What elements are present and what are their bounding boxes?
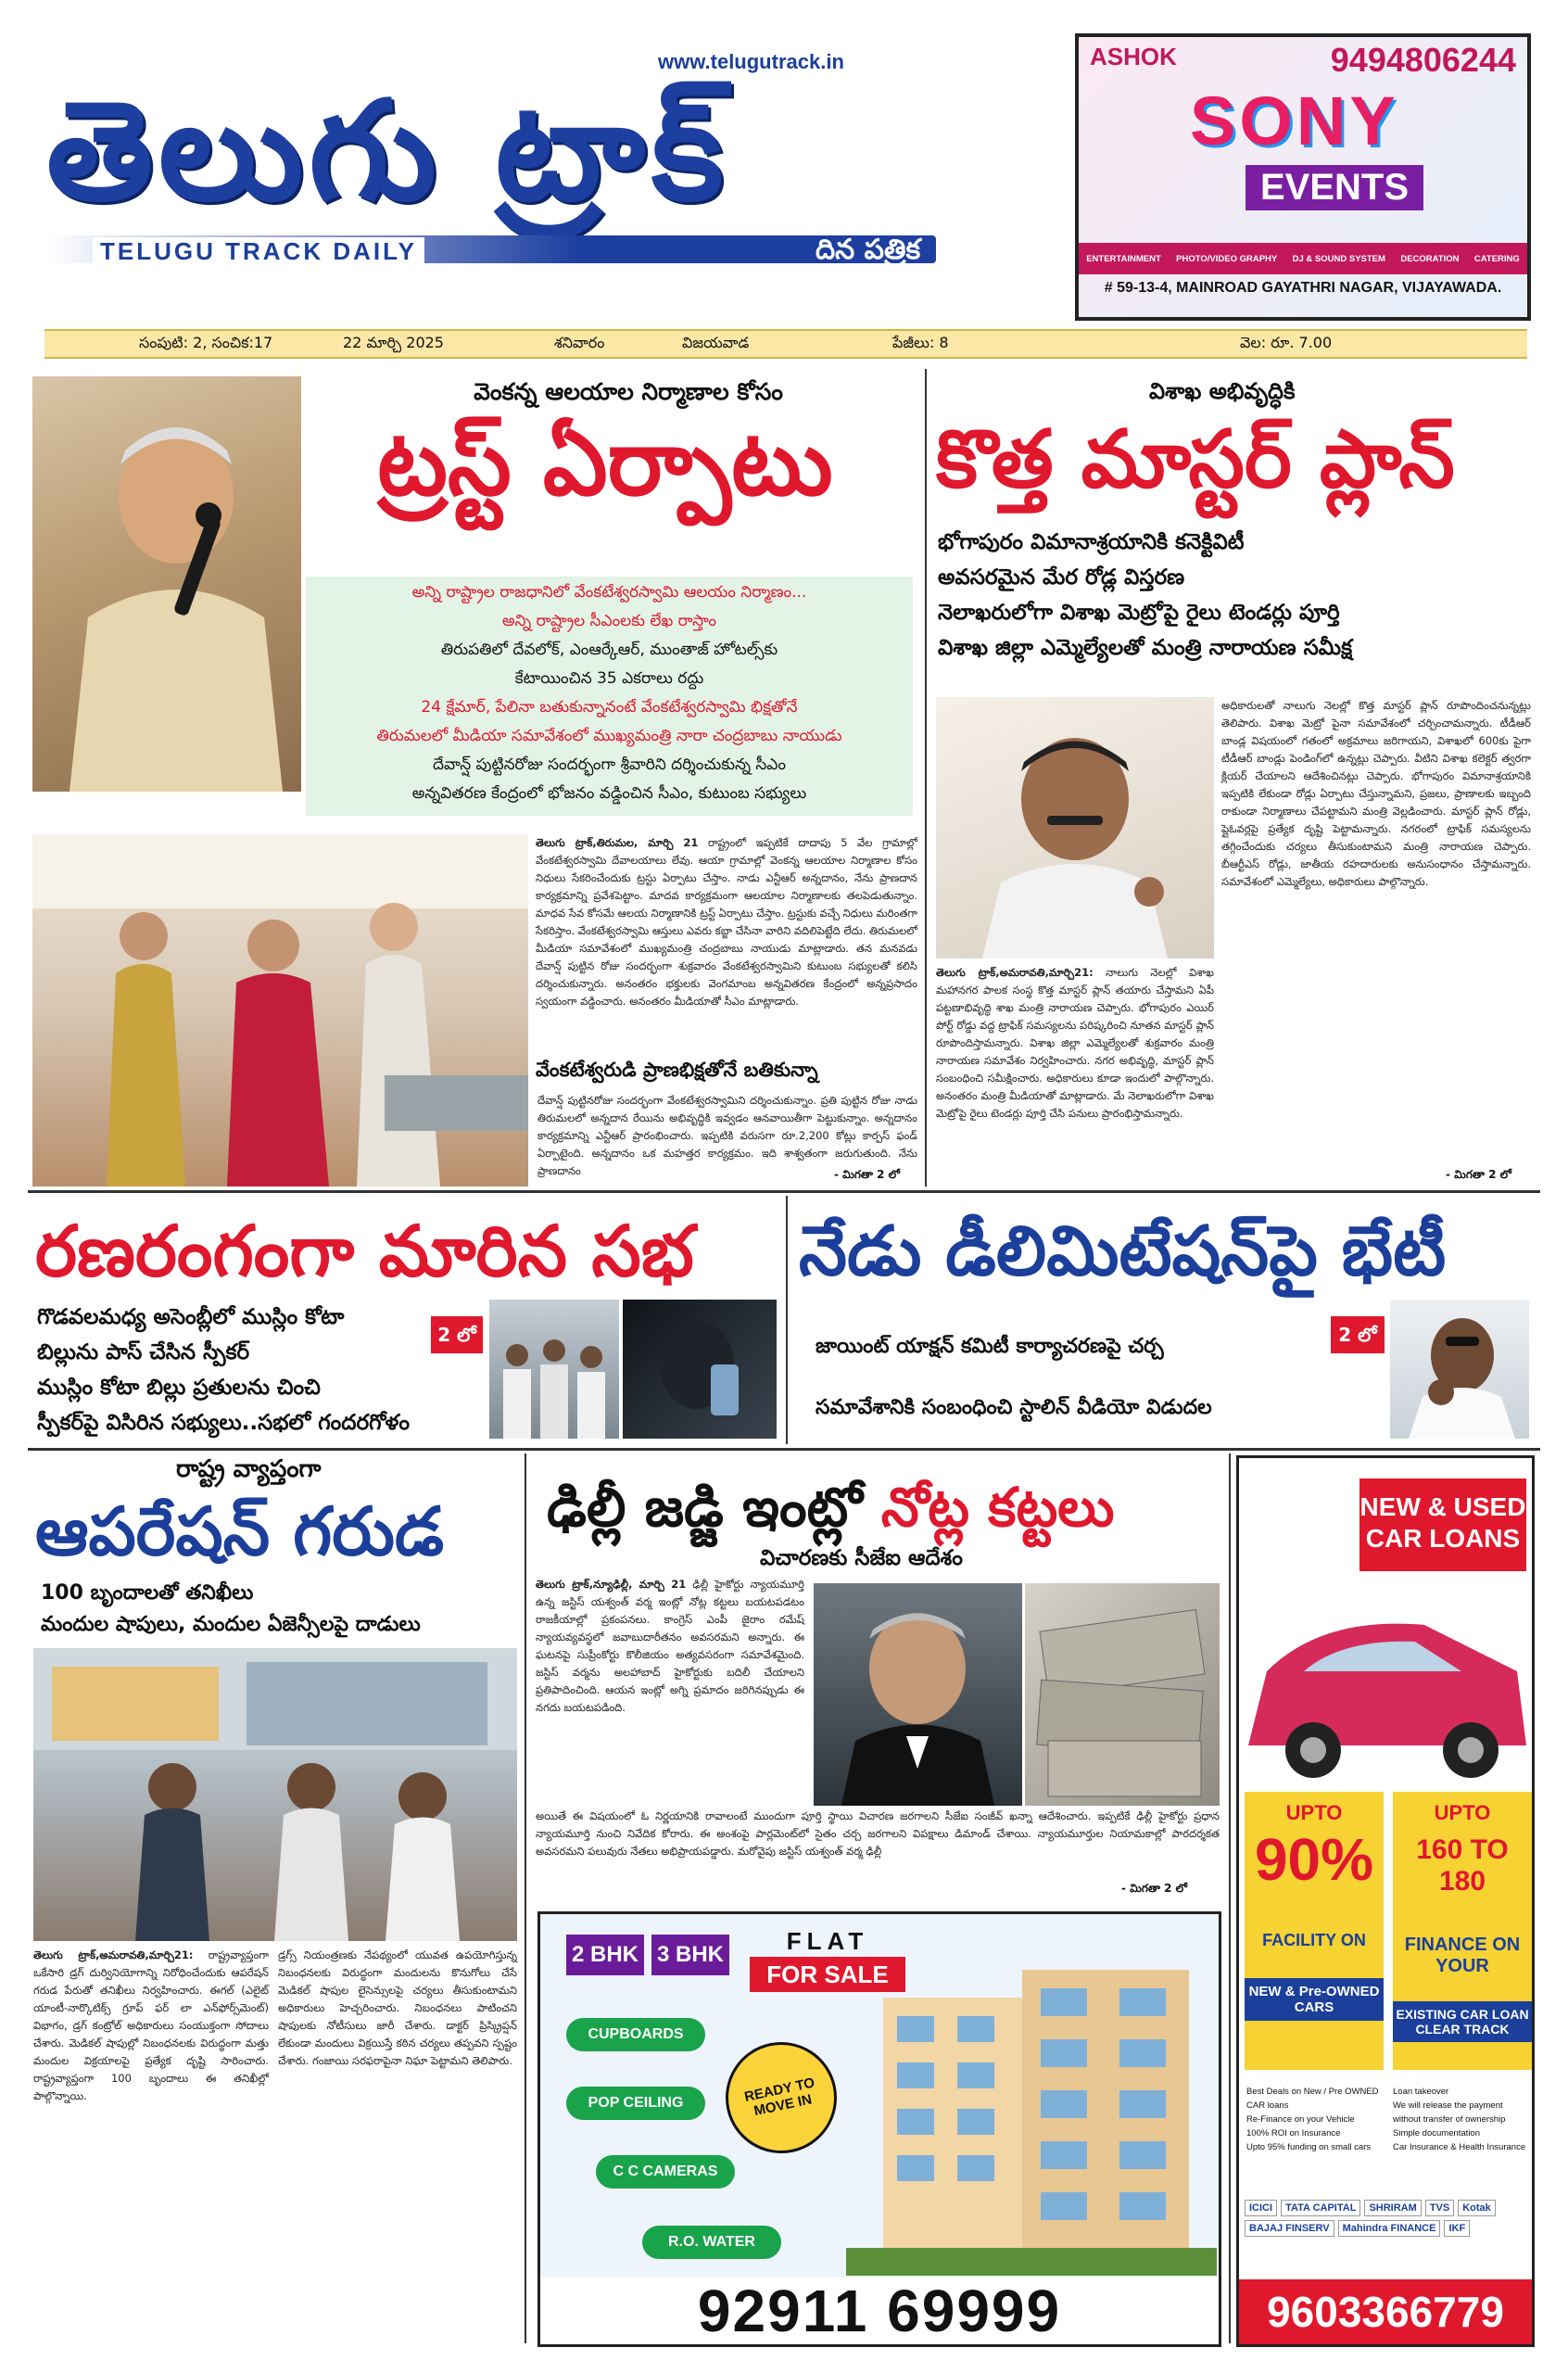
ad-owner: ASHOK bbox=[1090, 43, 1177, 70]
highlight-line: నెలాఖరులోగా విశాఖ మెట్రోపై రైలు టెండర్లు పూర్తి bbox=[938, 601, 1340, 625]
story5-headline: ఆపరేషన్ గరుడ bbox=[35, 1492, 445, 1570]
story6-body2-text: అయితే ఈ విషయంలో ఓ నిర్ణయానికి రావాలంటే ముందుగా పూర్తి స్థాయి విచారణ జరగాలని సీజేఐ సంజీవ్ ఖన్నా ఆదేశించారు. ఇప్పటికే ఢిల్లీ హైకోర్టు ప్రధాన న్యాయమూర్తి నుంచి నివేదిక కోరారు. ఈ అంశంపై పార్లమెంట్‌లో సైతం చర్చ జరగాలని విపక్షాలు డిమాండ్ చేశాయి. న్యాయమూర్తుల నియామకాల్లో పారదర్శకత అవసరమని పలువురు నేతలు అభిప్రాయపడ్డారు. మరోవైపు జస్టిస్ యశ్వంత్ వర్మ ఢిల్లీ bbox=[536, 1809, 1220, 1858]
story4-highlights bbox=[816, 1316, 1334, 1439]
highlight-line: ముస్లిం కోటా బిల్లు ప్రతులను చించి bbox=[37, 1376, 321, 1400]
masthead bbox=[46, 44, 1066, 276]
lender-logo: TATA CAPITAL bbox=[1281, 2200, 1360, 2216]
masthead-title: తెలుగు ట్రాక్ bbox=[46, 71, 729, 231]
story2-kicker: విశాఖ అభివృద్ధికి bbox=[1149, 378, 1296, 404]
story2-body-text: నాలుగు నెలల్లో విశాఖ మహానగర పాలక సంస్థ కొత్త మాస్టర్ ప్లాన్ తయారు చేస్తామని ఏపీ పట్టణాభివృద్ధి శాఖ మంత్రి నారాయణ చెప్పారు. భోగాపురం ఎయిర్ పోర్ట్ రోడ్డు వద్ద ట్రాఫిక్ సమస్యలను పరిష్కరించి నూతన మాస్టర్ ప్లాన్ రూపొందిస్తామన్నారు. విశాఖ జిల్లా ఎమ్మెల్యేలతో శుక్రవారం మంత్రి నారాయణ సమావేశం నిర్వహించారు. నగర అభివృద్ధి, మాస్టర్ ప్లాన్ సంబంధించి సమీక్షించారు. అధికారులు కూడా ఇందులో పాల్గొన్నారు. అనంతరం మంత్రి మీడియాతో మాట్లాడారు. మే నెలాఖరులోగా విశాఖ మెట్రోపై రైలు టెండర్లు పూర్తి చేసి పనులు ప్రారంభిస్తామన్నారు. bbox=[936, 966, 1214, 1120]
highlight-line: విశాఖ జిల్లా ఎమ్మెల్యేలతో మంత్రి నారాయణ సమీక్ష bbox=[938, 636, 1353, 660]
story4-page-ref[interactable]: 2 లో bbox=[1331, 1316, 1385, 1353]
story6-body2 bbox=[536, 1808, 1220, 1897]
highlight-line: సమావేశానికి సంబంధించి స్టాలిన్ వీడియో విడుదల bbox=[816, 1396, 1212, 1419]
highlight-line: భోగాపురం విమానాశ్రయానికి కనెక్టివిటీ bbox=[938, 530, 1245, 554]
feature-pill: R.O. WATER bbox=[642, 2226, 781, 2259]
car-loan-phone: 9603366779 bbox=[1239, 2279, 1532, 2344]
left-cars: NEW & Pre-OWNED CARS bbox=[1245, 1978, 1384, 2021]
story5-body bbox=[33, 1947, 269, 2336]
highlight-line: మందుల షాపులు, మందుల ఏజెన్సీలపై దాడులు bbox=[41, 1613, 421, 1636]
bullet-item: Upto 95% funding on small cars bbox=[1246, 2142, 1372, 2152]
story2-body-right-text: అధికారులతో నాలుగు నెలల్లో కొత్త మాస్టర్ ప్లాన్ రూపొందించనున్నట్లు తెలిపారు. విశాఖ మెట్రో పైనా సమావేశంలో చర్చించామన్నారు. టీడీఆర్ బాండ్ల విషయంలో గతంలో అక్రమాలు జరిగాయని, విశాఖలో 600కు పైగా టీడీఆర్ బాండ్లు పెండింగ్‌లో ఉన్నట్లు చెప్పారు. వీటిని విశాఖ కలెక్టర్ త్వరగా క్లియర్ చేయాలని ఆదేశించినట్లు చెప్పారు. భోగాపురం విమానాశ్రయానికి ఇప్పటికి లేకుండా రోడ్లు ఏర్పాటు చేస్తున్నామని, ప్రజలు, ప్రాణాలకు ఇబ్బంది రాకుండా నిర్మాణాలు చేపట్టామని మంత్రి వెల్లడించారు. మాస్టర్ ప్లాన్ రోడ్లు, ప్లైఓవర్లపై ప్రత్యేక దృష్టి పెట్టామన్నారు. నగరంలో ట్రాఫిక్ సమస్యలను తగ్గించేందుకు చర్యలు తీసుకుంటామని మంత్రి నారాయణ చెప్పారు. బీఆర్టీఎస్ రోడ్లు, జాతీయ రహదారులకు అనుసంధానం చేస్తామన్నారు. సమావేశంలో ఎమ్మెల్యేలు, అధికారులు పాల్గొన్నారు. bbox=[1221, 699, 1531, 888]
lender-logo: IKF bbox=[1444, 2220, 1470, 2237]
ad-services bbox=[1079, 243, 1527, 274]
car-loan-title: NEW & USED CAR LOANS bbox=[1359, 1478, 1526, 1571]
masthead-subtitle: TELUGU TRACK DAILY bbox=[93, 237, 424, 266]
ad-brand-sub: EVENTS bbox=[1246, 165, 1423, 210]
highlight-line: 24 క్షేమార్, పేలినా బతుకున్నానంటే వేంకటేశ్వరస్వామి భిక్షతోనే bbox=[421, 698, 798, 717]
story1-headline: ట్రస్ట్ ఏర్పాటు bbox=[377, 411, 833, 516]
assembly-crowd-icon bbox=[489, 1300, 619, 1439]
car-icon bbox=[1239, 1560, 1532, 1783]
highlight-line: తిరుమలలో మీడియా సమావేశంలో ముఖ్యమంత్రి నారా చంద్రబాబు నాయుడు bbox=[376, 727, 842, 745]
column-divider bbox=[786, 1196, 788, 1444]
left-upto: UPTO bbox=[1285, 1801, 1343, 1824]
issue-city: విజయవాడ bbox=[682, 333, 750, 351]
story5-body-text: రాష్ట్రవ్యాప్తంగా ఒకేసారి డ్రగ్ దుర్వినియోగాన్ని నిరోధించేందుకు ఆపరేషన్ గరుడ పేరుతో తనిఖీలు నిర్వహించారు. ఈగల్ (ఎలైట్ యాంటీ-నార్కొటిక్స్ గ్రూప్ ఫర్ లా ఎన్‌ఫోర్స్‌మెంట్) విభాగం, డ్రగ్ కంట్రోల్ అధికారులు సంయుక్తంగా సోదాలు చేశారు. మెడికల్ షాపుల్లో నిబంధనలకు విరుద్ధంగా మత్తు మందుల విక్రయాలపై ప్రత్యేక దృష్టి సారించారు. రాష్ట్రవ్యాప్తంగా 100 బృందాలు ఈ తనిఖీల్లో పాల్గొన్నాయి. bbox=[33, 1948, 269, 2102]
issue-price: వెల: రూ. 7.00 bbox=[1240, 333, 1333, 351]
flat-sale-ad[interactable] bbox=[537, 1911, 1221, 2347]
story6-kicker: విచారణకు సీజేఐ ఆదేశం bbox=[760, 1546, 963, 1570]
highlight-line: జాయింట్ యాక్షన్ కమిటీ కార్యాచరణపై చర్చ bbox=[816, 1335, 1164, 1358]
issue-volume: సంపుటి: 2, సంచిక:17 bbox=[139, 333, 273, 351]
justice-varma-photo bbox=[814, 1583, 1022, 1806]
minister-figure-icon bbox=[936, 697, 1214, 958]
story6-headline-a: ఢిల్లీ జడ్జి ఇంట్లో bbox=[547, 1476, 863, 1539]
right-offer bbox=[1393, 1792, 1532, 2070]
story6-headline-b: నోట్ల కట్టలు bbox=[880, 1476, 1115, 1539]
car-loan-bullets-right bbox=[1393, 2085, 1528, 2154]
story2-headline: కొత్త మాస్టర్ ప్లాన్ bbox=[936, 413, 1455, 506]
story4-headline: నేడు డీలిమిటేషన్‌పై భేటీ bbox=[799, 1212, 1447, 1291]
story3-headline: రణరంగంగా మారిన సభ bbox=[35, 1210, 694, 1292]
phone-user-photo bbox=[623, 1300, 777, 1439]
story5-highlights bbox=[41, 1578, 523, 1641]
feature-pill: CUPBOARDS bbox=[566, 2018, 705, 2051]
story3-highlights bbox=[37, 1300, 482, 1440]
story1-body2-text: దేవాన్ష్ పుట్టినరోజు సందర్భంగా వేంకటేశ్వరస్వామిని దర్శించుకున్నాం. ప్రతి పుట్టిన రోజు నాడు తిరుమలలో అన్నదాన రేయిను అభివృద్ధికి ఇవ్వడం ఆనవాయితీగా పెట్టుకున్నాం. అన్నదానం కార్యక్రమాన్ని ఎన్టీఆర్ ప్రారంభించారు. ఇప్పటికి వరుసగా రూ.2,200 కోట్లు కార్పస్ ఫండ్ ఏర్పాటైంది. అన్నదానం ఒక మహత్తర కార్యక్రమం. ఇది శాశ్వతంగా జరుగుతుంది. నేను ప్రాణదానం bbox=[537, 1094, 917, 1177]
story6-body bbox=[536, 1576, 804, 1806]
judge-figure-icon bbox=[814, 1583, 1022, 1806]
story2-dateline: తెలుగు ట్రాక్,అమరావతి,మార్చి21: bbox=[936, 966, 1094, 979]
left-percent: 90% bbox=[1254, 1826, 1374, 1893]
right-upto: UPTO bbox=[1434, 1801, 1491, 1824]
story6-body-text: ఢిల్లీ హైకోర్టు న్యాయమూర్తి ఉన్న జస్టిస్ యశ్వంత్ వర్మ ఇంట్లో నోట్ల కట్టలు బయటపడటం రాజకీయాల్లో ప్రకంపనలు. కాంగ్రెస్ ఎంపీ జైరాం రమేష్ న్యాయవ్యవస్థలో జవాబుదారీతనం అవసరమని అన్నారు. ఈ ఘటనపై సుప్రీంకోర్టు కొలీజియం అత్యవసరంగా సమావేశమైంది. జస్టిస్ వర్మను అలహాబాద్ హైకోర్టుకు బదిలీ చేయాలని ప్రతిపాదించింది. ఆయన ఇంట్లో అగ్ని ప్రమాదం జరిగినప్పుడు ఈ నగదు బయటపడింది. bbox=[536, 1578, 804, 1714]
badge-text: READY TO MOVE IN bbox=[742, 2075, 816, 2120]
right-finance: FINANCE ON YOUR bbox=[1404, 1935, 1521, 1976]
story5-body2-text: డ్రగ్స్ నియంత్రణకు నేపథ్యంలో యువత ఉపయోగిస్తున్న నిబంధనలకు విరుద్ధంగా మందులను కొనుగోలు చేసే మెడికల్ షాపుల లైసెన్సులపై చర్యలు తీసుకుంటామని అధికారులు హెచ్చరించారు. నిబంధనలు పాటించని షాపులకు నోటీసులు జారీ చేశారు. డాక్టర్ ప్రిస్క్రిప్షన్ లేకుండా మందులు విక్రయిస్తే కఠిన చర్యలు తప్పవని స్పష్టం చేశారు. గంజాయి సరఫరాపైనా నిఘా పెట్టామని తెలిపారు. bbox=[278, 1948, 517, 2067]
story1-body-text: రాష్ట్రంలో ఇప్పటికే దాదాపు 5 వేల గ్రామాల్లో వేంకటేశ్వరస్వామి దేవాలయాలు లేవు. ఆయా గ్రామాల్లో వెంకన్న ఆలయాల నిర్మాణాల కోసం నిధులు సేకరించేందుకు ట్రస్టు ఏర్పాటు చేస్తాం. నాడు ఎన్టీఆర్ అన్నదానం, నేను ప్రాణదాన కార్యక్రమాన్ని ప్రవేశపెట్టాం. మాదవ కార్యక్రమంగా ఆలయాల నిర్మాణాలకు తలపెడుతున్నాం. మాధవ సేవ కోసమే ఆలయ నిర్మాణానికి ట్రస్ట్ ఏర్పాటు చేస్తాం. ట్రస్టుకు వచ్చే నిధులు మరింతగా సేకరిస్తాం. వేంకటేశ్వరస్వామి ఆస్తులు ఎవరు కబ్జా చేసినా వారిని వదిలిపెట్టేది లేదు. తిరుమలలో మీడియా సమావేశంలో ముఖ్యమంత్రి చంద్రబాబు నాయుడు మాట్లాడారు. తన మనవడు దేవాన్ష్ పుట్టిన రోజు సందర్భంగా శుక్రవారం వేంకటేశ్వరస్వామిని కుటుంబ సభ్యులతో కలిసి దర్శించుకున్నారు. అనంతరం భక్తులకు వెంగమాంబ అన్నవితరణ కేంద్రంలో అన్నప్రసాదం స్వయంగా వడ్డించారు. అనంతరం మీడియాతో సీఎం మాట్లాడారు. bbox=[536, 836, 917, 1008]
story5-kicker: రాష్ట్ర వ్యాప్తంగా bbox=[176, 1455, 322, 1483]
bullet-item: Simple documentation bbox=[1393, 2128, 1480, 2138]
story1-continued[interactable]: - మిగతా 2 లో bbox=[834, 1168, 901, 1181]
lender-logo: TVS bbox=[1425, 2200, 1454, 2216]
story1-body bbox=[536, 834, 917, 1057]
highlight-line: గొడవలమధ్య అసెంబ్లీలో ముస్లిం కోటా bbox=[37, 1305, 345, 1329]
lender-logo: ICICI bbox=[1245, 2200, 1277, 2216]
issue-day: శనివారం bbox=[554, 333, 605, 351]
bullet-item: 100% ROI on Insurance bbox=[1246, 2128, 1341, 2138]
right-loan: EXISTING CAR LOAN CLEAR TRACK bbox=[1393, 2001, 1532, 2042]
for-sale-label: FOR SALE bbox=[750, 1957, 905, 1992]
feature-pill: C C CAMERAS bbox=[596, 2155, 735, 2189]
bullet-item: We will release the payment without transfer of ownership bbox=[1393, 2100, 1506, 2125]
flat-label: FLAT bbox=[786, 1927, 869, 1955]
story2-body bbox=[936, 964, 1214, 1183]
story2-continued[interactable]: - మిగతా 2 లో bbox=[1446, 1168, 1512, 1181]
car-loan-bullets-left bbox=[1246, 2085, 1382, 2154]
sony-events-ad[interactable] bbox=[1075, 33, 1531, 321]
story6-headline bbox=[547, 1472, 1214, 1542]
highlight-line: అన్నవితరణ కేంద్రంలో భోజనం వడ్డించిన సీఎం, కుటుంబ సభ్యులు bbox=[411, 784, 807, 803]
left-offer bbox=[1245, 1792, 1384, 2070]
story1-highlights bbox=[306, 577, 913, 816]
story3-page-ref[interactable]: 2 లో bbox=[431, 1316, 483, 1353]
column-divider bbox=[1229, 1453, 1231, 2343]
pharmacy-scene-icon bbox=[33, 1648, 517, 1941]
bhk-tag: 3 BHK bbox=[651, 1935, 729, 1975]
bullet-item: Best Deals on New / Pre OWNED CAR loans bbox=[1246, 2087, 1379, 2111]
bullet-item: Loan takeover bbox=[1393, 2087, 1449, 2097]
story2-highlights bbox=[938, 525, 1531, 666]
ad-service: PHOTO/VIDEO GRAPHY bbox=[1176, 253, 1278, 264]
highlight-line: అన్ని రాష్ట్రాల సీఎంలకు లేఖ రాస్తాం bbox=[501, 612, 717, 630]
story6-continued[interactable]: - మిగతా 2 లో bbox=[1121, 1882, 1188, 1895]
highlight-line: దేవాన్ష్ పుట్టినరోజు సందర్భంగా శ్రీవారిని దర్శించుకున్న సీఎం bbox=[432, 755, 787, 774]
column-divider bbox=[525, 1453, 526, 2343]
stalin-figure-icon bbox=[1390, 1300, 1529, 1439]
ready-to-move-badge bbox=[715, 2032, 847, 2164]
highlight-line: బిల్లును పాస్ చేసిన స్పీకర్ bbox=[37, 1340, 250, 1364]
minister-narayana-photo bbox=[936, 697, 1214, 958]
pharmacy-raid-photo bbox=[33, 1648, 517, 1941]
dateline-bar bbox=[44, 329, 1527, 359]
highlight-line: స్పీకర్‌పై విసిరిన సభ్యులు..సభలో గందరగోళం bbox=[37, 1411, 411, 1435]
bullet-item: Re-Finance on your Vehicle bbox=[1246, 2114, 1355, 2125]
right-percent: 160 TO 180 bbox=[1416, 1834, 1509, 1897]
story6-dateline: తెలుగు ట్రాక్,న్యూఢిల్లీ, మార్చి 21 bbox=[536, 1578, 687, 1591]
flat-ad-phone: 92911 69999 bbox=[540, 2278, 1219, 2344]
feature-pill: POP CEILING bbox=[566, 2087, 705, 2120]
ad-service: DECORATION bbox=[1400, 253, 1460, 264]
ad-service: DJ & SOUND SYSTEM bbox=[1292, 253, 1385, 264]
highlight-line: 100 బృందాలతో తనిఖీలు bbox=[41, 1581, 254, 1605]
cash-bundle-icon bbox=[1025, 1583, 1220, 1806]
stalin-photo bbox=[1390, 1300, 1529, 1439]
phone-silhouette-icon bbox=[623, 1300, 777, 1439]
issue-pages: పేజీలు: 8 bbox=[892, 333, 949, 351]
ad-service: CATERING bbox=[1473, 253, 1520, 264]
apartment-building-icon bbox=[846, 1970, 1217, 2276]
assembly-photo bbox=[489, 1300, 619, 1439]
cm-speaking-photo bbox=[32, 376, 301, 792]
lender-logo: Kotak bbox=[1458, 2200, 1496, 2216]
highlight-line: అవసరమైన మేర రోడ్ల విస్తరణ bbox=[938, 565, 1185, 590]
ad-brand: SONY bbox=[1190, 82, 1399, 159]
lender-logo: Mahindra FINANCE bbox=[1338, 2220, 1441, 2237]
masthead-url[interactable]: www.telugutrack.in bbox=[658, 50, 844, 73]
story1-kicker: వెంకన్న ఆలయాల నిర్మాణాల కోసం bbox=[474, 378, 783, 405]
bullet-item: Car Insurance & Health Insurance bbox=[1393, 2142, 1526, 2152]
ad-service: ENTERTAINMENT bbox=[1086, 253, 1161, 264]
lender-logos bbox=[1245, 2200, 1526, 2237]
story5-dateline: తెలుగు ట్రాక్,అమరావతి,మార్చి21: bbox=[33, 1948, 194, 1961]
ad-address: # 59-13-4, MAINROAD GAYATHRI NAGAR, VIJAYAWADA. bbox=[1104, 280, 1502, 296]
highlight-line: కేటాయించిన 35 ఎకరాలు రద్దు bbox=[514, 669, 704, 688]
story1-dateline: తెలుగు ట్రాక్,తిరుమల, మార్చి 21 bbox=[536, 836, 699, 849]
lender-logo: BAJAJ FINSERV bbox=[1245, 2220, 1334, 2237]
car-loan-ad[interactable] bbox=[1236, 1455, 1535, 2347]
highlight-line: అన్ని రాష్ట్రాల రాజధానిలో వేంకటేశ్వరస్వామి ఆలయం నిర్మాణం... bbox=[411, 583, 807, 602]
highlight-line: తిరుపతిలో దేవలోక్, ఎంఆర్కేఆర్, ముంతాజ్ హోటల్స్‌కు bbox=[440, 641, 778, 659]
story5-body2 bbox=[278, 1947, 517, 2336]
left-facility: FACILITY ON bbox=[1262, 1931, 1366, 1949]
cm-figure-icon bbox=[32, 376, 301, 792]
lender-logo: SHRIRAM bbox=[1364, 2200, 1421, 2216]
masthead-tag: దిన పత్రిక bbox=[816, 234, 921, 266]
bhk-tag: 2 BHK bbox=[566, 1935, 644, 1975]
issue-date: 22 మార్చి 2025 bbox=[343, 333, 444, 351]
section-divider bbox=[28, 1448, 1540, 1451]
story1-subhead: వేంకటేశ్వరుడి ప్రాణభిక్షతోనే బతికున్నా bbox=[536, 1059, 818, 1081]
story2-body-right bbox=[1221, 697, 1531, 1166]
ad-phone: 9494806244 bbox=[1330, 41, 1516, 79]
column-divider bbox=[925, 369, 927, 1186]
section-divider bbox=[28, 1190, 1540, 1193]
currency-notes-photo bbox=[1025, 1583, 1220, 1806]
